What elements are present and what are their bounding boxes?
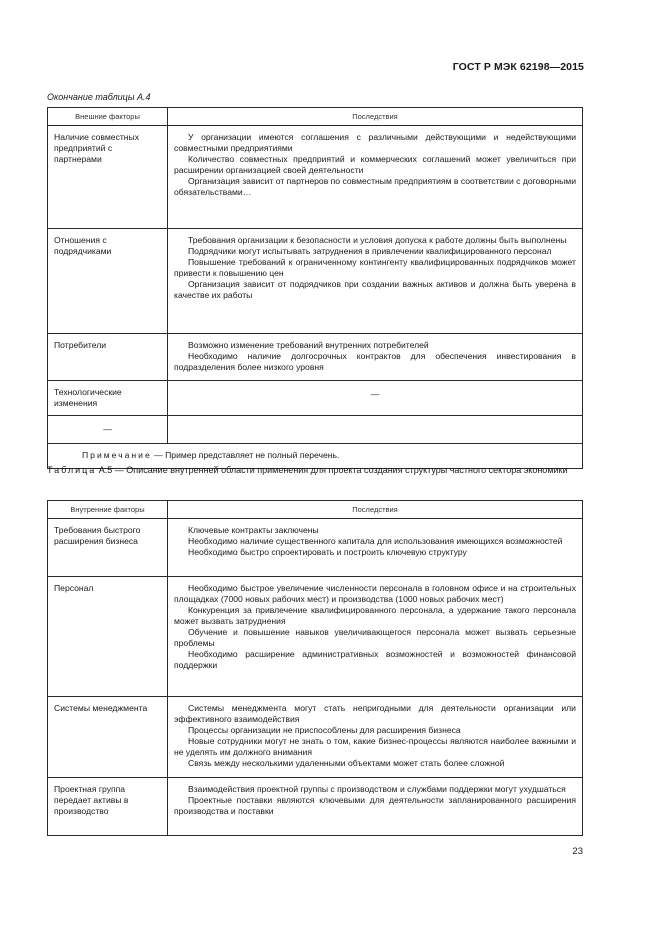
caption-label: Таблица — [47, 465, 97, 475]
table-row — [48, 416, 583, 444]
table-row — [48, 334, 583, 381]
empty-dash-cell: — — [168, 381, 583, 416]
factor-cell: Персонал — [48, 577, 168, 697]
table-row — [48, 577, 583, 697]
factor-cell: Требования быстрого расширения бизнеса — [48, 519, 168, 577]
page-number: 23 — [572, 846, 583, 857]
consequence-item: Требования организации к безопасности и условия допуска к работе должны быть выполнены — [188, 235, 567, 245]
consequence-item: Возможно изменение требований внутренних потребителей — [188, 340, 429, 350]
table-row — [48, 519, 583, 577]
column-header: Внутренние факторы — [48, 501, 168, 519]
consequences-cell — [168, 229, 583, 334]
table-header-row — [48, 501, 583, 519]
consequence-item: Количество совместных предприятий и коммерческих соглашений может увеличиться при расширении организацией своей деятельности — [174, 154, 576, 175]
factor-cell: Наличие совместных предприятий с партнерами — [48, 126, 168, 229]
table-row — [48, 381, 583, 416]
empty-cell — [168, 416, 583, 444]
table-row — [48, 697, 583, 778]
consequences-cell — [168, 577, 583, 697]
table-header-row — [48, 108, 583, 126]
table-row — [48, 229, 583, 334]
note-label: Примечание — [82, 450, 152, 460]
table-a5 — [47, 500, 583, 836]
column-header: Последствия — [168, 501, 583, 519]
document-header: ГОСТ Р МЭК 62198—2015 — [452, 61, 584, 73]
caption-text: А.5 — Описание внутренней области применения для проекта создания структуры частного сектора экономики — [96, 465, 568, 475]
table-row — [48, 778, 583, 836]
consequence-item: Повышение требований к ограниченному контингенту квалифицированных подрядчиков может привести к повышению цен — [174, 257, 576, 278]
consequence-item: Обучение и повышение навыков увеличивающегося персонала может вызвать серьезные проблемы — [174, 627, 576, 648]
consequences-cell — [168, 126, 583, 229]
consequences-cell — [168, 334, 583, 381]
consequence-item: Взаимодействия проектной группы с производством и службами поддержки могут ухудшаться — [188, 784, 566, 794]
table-a5-caption — [47, 465, 585, 476]
consequence-item: Связь между несколькими удаленными объектами может стать более сложной — [188, 758, 505, 768]
consequence-item: Подрядчики могут испытывать затруднения в привлечении квалифицированного персонал — [188, 246, 552, 256]
factor-cell: Проектная группа передает активы в производство — [48, 778, 168, 836]
empty-dash-cell: — — [48, 416, 168, 444]
consequences-cell — [168, 519, 583, 577]
consequence-item: Системы менеджмента могут стать непригодными для деятельности организации или эффективного взаимодействия — [174, 703, 576, 724]
consequence-item: Процессы организации не приспособлены для расширения бизнеса — [188, 725, 461, 735]
table-row — [48, 126, 583, 229]
consequence-item: Необходимо наличие существенного капитала для использования имеющихся возможностей — [188, 536, 563, 546]
consequence-item: Организация зависит от партнеров по совместным предприятиям в соответствии с договорными обязательствами… — [174, 176, 576, 197]
consequence-item: Организация зависит от подрядчиков при создании важных активов и должна быть уверена в качестве их работы — [174, 279, 576, 300]
factor-cell: Отношения с подрядчиками — [48, 229, 168, 334]
factor-cell: Технологические изменения — [48, 381, 168, 416]
consequence-item: У организации имеются соглашения с различными действующими и недействующими совместными предприятиями — [174, 132, 576, 153]
consequence-item: Необходимо наличие долгосрочных контрактов для обеспечения инвестирования в подразделения более низкого уровня — [174, 351, 576, 372]
consequence-item: Конкуренция за привлечение квалифицированного персонала, а удержание такого персонала может вызвать затруднения — [174, 605, 576, 626]
consequence-item: Необходимо быстрое увеличение численности персонала в головном офисе и на строительных площадках (7000 новых рабочих мест) и производства (1000 новых рабочих мест) — [174, 583, 576, 604]
table-a4-caption: Окончание таблицы А.4 — [47, 92, 151, 102]
consequence-item: Необходимо быстро спроектировать и построить ключевую структуру — [188, 547, 467, 557]
note-text: — Пример представляет не полный перечень. — [151, 450, 340, 460]
consequence-item: Проектные поставки являются ключевыми для деятельности запланированного расширения производства и поставки — [174, 795, 576, 816]
consequence-item: Необходимо расширение административных возможностей и возможностей финансовой поддержки — [174, 649, 576, 670]
consequence-item: Ключевые контракты заключены — [188, 525, 319, 535]
consequences-cell — [168, 778, 583, 836]
consequence-item: Новые сотрудники могут не знать о том, какие бизнес-процессы являются наиболее важными и не уделять им должного внимания — [174, 736, 576, 757]
factor-cell: Потребители — [48, 334, 168, 381]
column-header: Внешние факторы — [48, 108, 168, 126]
table-a4 — [47, 107, 583, 469]
factor-cell: Системы менеджмента — [48, 697, 168, 778]
consequences-cell — [168, 697, 583, 778]
column-header: Последствия — [168, 108, 583, 126]
